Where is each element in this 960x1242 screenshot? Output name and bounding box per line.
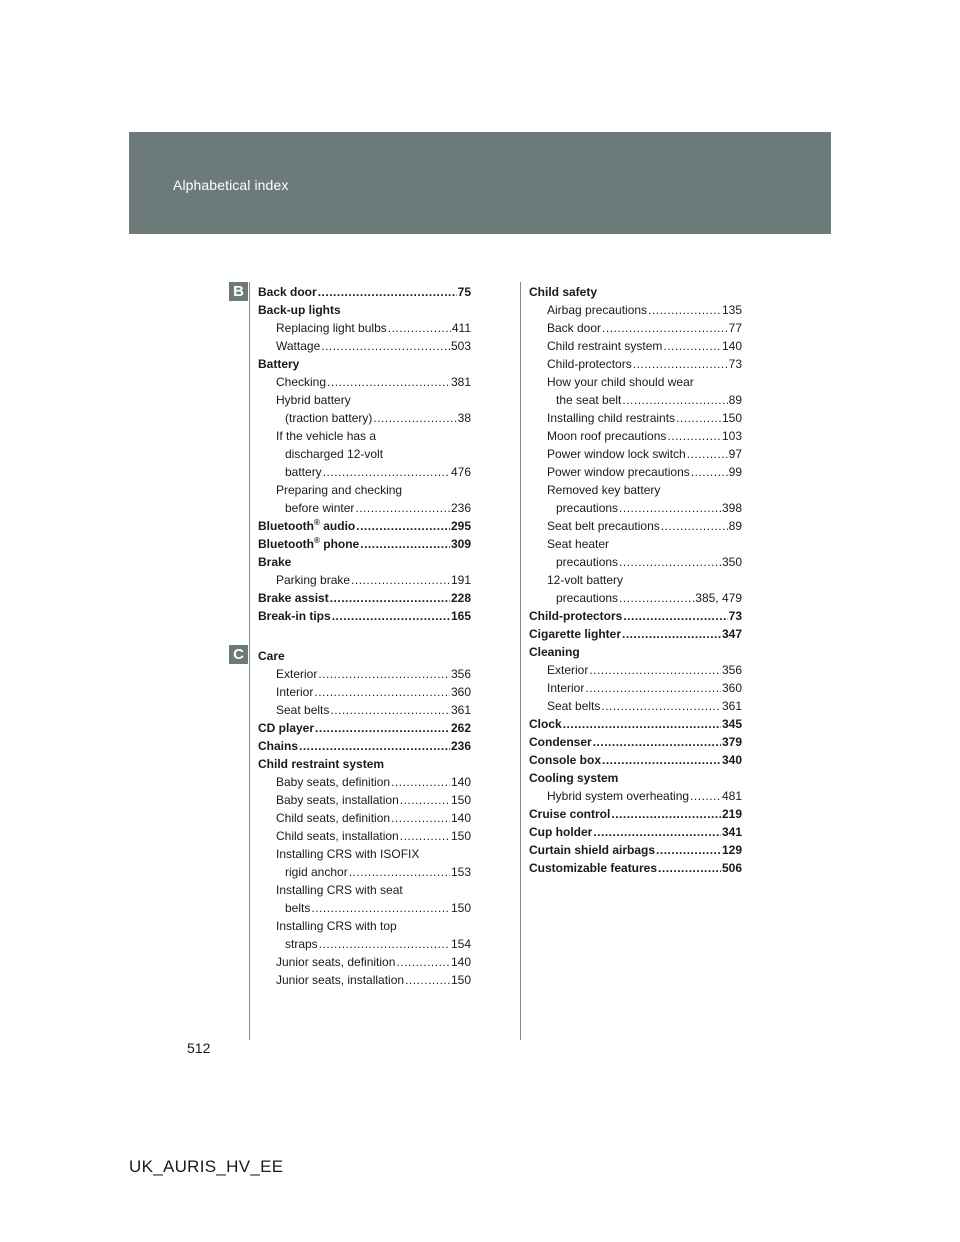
index-subentry: Child restraint system ..... 140: [529, 337, 742, 355]
index-subentry: Power window precautions ..... 99: [529, 463, 742, 481]
document-code: UK_AURIS_HV_EE: [129, 1157, 284, 1176]
index-entry: Break-in tips ..... 165: [258, 607, 471, 625]
index-subentry-text: If the vehicle has a: [276, 429, 377, 443]
section-tab-b: B: [229, 282, 248, 301]
index-subentry: battery ..... 476: [258, 463, 471, 481]
index-subentry: straps ..... 154: [258, 935, 471, 953]
index-subentry: Interior ..... 360: [258, 683, 471, 701]
index-entry: Chains ..... 236: [258, 737, 471, 755]
index-subentry-text: Installing CRS with top: [276, 919, 397, 933]
index-subentry: Power window lock switch ..... 97: [529, 445, 742, 463]
index-subentry: Installing child restraints ..... 150: [529, 409, 742, 427]
index-subentry-text: Removed key battery: [547, 483, 661, 497]
index-subentry: Exterior ..... 356: [258, 665, 471, 683]
index-entry: Back door ..... 75: [258, 283, 471, 301]
index-heading: Cleaning: [529, 645, 580, 659]
index-entry: Customizable features ..... 506: [529, 859, 742, 877]
index-subentry: Replacing light bulbs ..... 411: [258, 319, 471, 337]
index-subentry: Junior seats, installation ..... 150: [258, 971, 471, 989]
index-subentry: Child seats, definition ..... 140: [258, 809, 471, 827]
index-subentry: rigid anchor ..... 153: [258, 863, 471, 881]
index-subentry-text: Installing CRS with ISOFIX: [276, 847, 420, 861]
index-entry: Bluetooth® phone ..... 309: [258, 535, 471, 553]
index-subentry: Child seats, installation ..... 150: [258, 827, 471, 845]
index-entry: Cup holder ..... 341: [529, 823, 742, 841]
page-header: [129, 132, 831, 234]
index-subentry: belts ..... 150: [258, 899, 471, 917]
index-subentry: Checking ..... 381: [258, 373, 471, 391]
index-subentry: Seat belt precautions ..... 89: [529, 517, 742, 535]
index-subentry: Seat belts ..... 361: [258, 701, 471, 719]
index-subentry: before winter ..... 236: [258, 499, 471, 517]
index-heading: Child safety: [529, 285, 598, 299]
right-index-column: [529, 283, 742, 877]
left-index-column: [258, 283, 471, 989]
index-subentry-text: How your child should wear: [547, 375, 694, 389]
index-subentry: precautions ..... 385, 479: [529, 589, 742, 607]
index-subentry: Interior ..... 360: [529, 679, 742, 697]
index-subentry-text: discharged 12-volt: [285, 447, 384, 461]
section-tab-c: C: [229, 645, 248, 664]
index-subentry: Parking brake ..... 191: [258, 571, 471, 589]
index-subentry: Baby seats, definition ..... 140: [258, 773, 471, 791]
index-heading: Back-up lights: [258, 303, 341, 317]
index-entry: Curtain shield airbags ..... 129: [529, 841, 742, 859]
index-subentry: (traction battery) ..... 38: [258, 409, 471, 427]
page-number: 512: [187, 1040, 211, 1056]
index-subentry: Child-protectors ..... 73: [529, 355, 742, 373]
index-subentry: precautions ..... 350: [529, 553, 742, 571]
index-subentry-text: Seat heater: [547, 537, 610, 551]
index-heading: Battery: [258, 357, 300, 371]
index-subentry-text: Preparing and checking: [276, 483, 403, 497]
index-heading: Cooling system: [529, 771, 619, 785]
index-subentry: Exterior ..... 356: [529, 661, 742, 679]
index-heading: Brake: [258, 555, 292, 569]
index-subentry: Hybrid system overheating ..... 481: [529, 787, 742, 805]
index-subentry: Moon roof precautions ..... 103: [529, 427, 742, 445]
index-subentry: Wattage ..... 503: [258, 337, 471, 355]
index-heading: Care: [258, 649, 285, 663]
index-entry: Cruise control ..... 219: [529, 805, 742, 823]
index-subentry-text: 12-volt battery: [547, 573, 624, 587]
index-subentry-text: Hybrid battery: [276, 393, 351, 407]
index-entry: Console box ..... 340: [529, 751, 742, 769]
index-entry: Clock ..... 345: [529, 715, 742, 733]
left-column-rule: [249, 282, 250, 1040]
right-column-rule: [520, 282, 521, 1040]
index-entry: Cigarette lighter ..... 347: [529, 625, 742, 643]
index-entry: Child-protectors ..... 73: [529, 607, 742, 625]
index-entry: Bluetooth® audio ..... 295: [258, 517, 471, 535]
index-subentry: Back door ..... 77: [529, 319, 742, 337]
index-entry: Brake assist ..... 228: [258, 589, 471, 607]
index-entry: Condenser ..... 379: [529, 733, 742, 751]
index-subentry-text: Installing CRS with seat: [276, 883, 403, 897]
index-subentry: Baby seats, installation ..... 150: [258, 791, 471, 809]
index-subentry: Seat belts ..... 361: [529, 697, 742, 715]
header-title: Alphabetical index: [173, 177, 289, 193]
index-subentry: Junior seats, definition ..... 140: [258, 953, 471, 971]
index-subentry: precautions ..... 398: [529, 499, 742, 517]
index-subentry: the seat belt ..... 89: [529, 391, 742, 409]
index-entry: CD player ..... 262: [258, 719, 471, 737]
index-subentry: Airbag precautions ..... 135: [529, 301, 742, 319]
index-heading: Child restraint system: [258, 757, 385, 771]
